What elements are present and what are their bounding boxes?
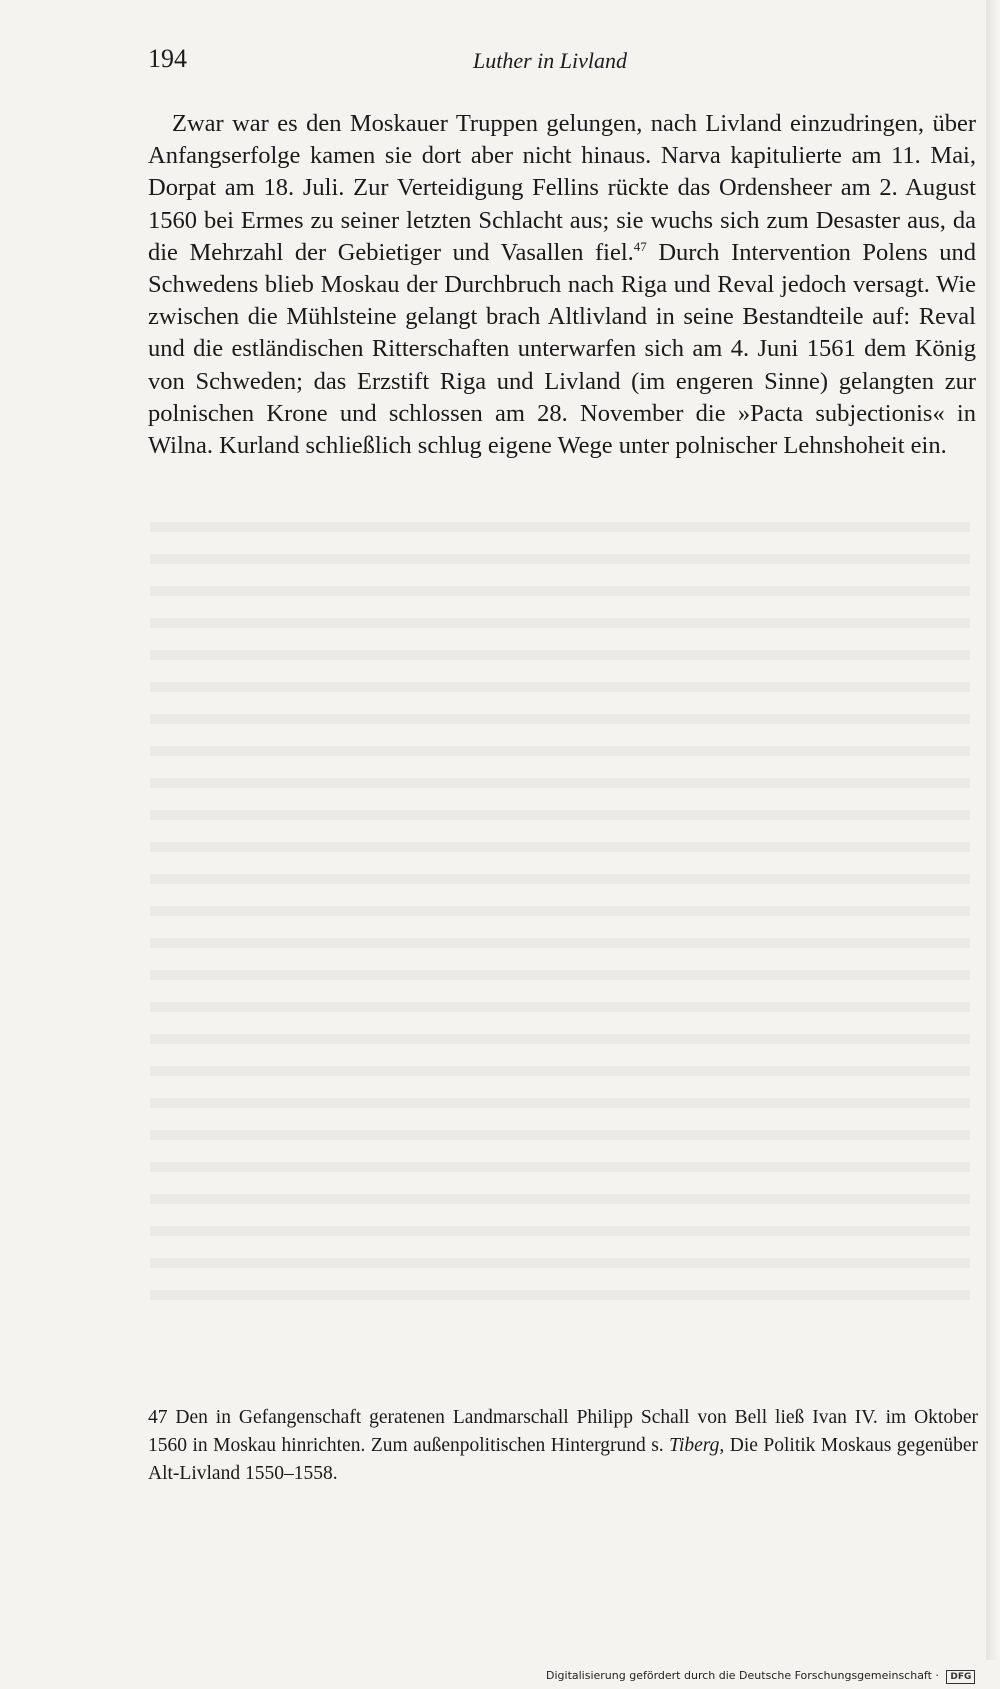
dfg-logo: DFG [946,1670,975,1684]
footnote-text-part-2: Die Politik Moskaus gegenüber Alt-Livland 1550–1558. [148,1435,978,1484]
footnote-number: 47 [148,1407,168,1428]
running-title: Luther in Livland [473,48,628,73]
digitization-credit: Digitalisierung gefördert durch die Deutsche Forschungsgemeinschaft · [546,1669,939,1682]
page-header [148,44,968,78]
footnote-cited-author: Tiberg, [669,1435,725,1456]
footnote-reference[interactable]: 47 [633,238,647,254]
footnote-text-part-1: Den in Gefangenschaft geratenen Landmarschall Philipp Schall von Bell ließ Ivan IV. im Oktober 1560 in Moskau hinrichten. Zum außenpolitischen Hintergrund s. [148,1407,978,1456]
body-text-part-2: Durch Intervention Polens und Schwedens blieb Moskau der Durchbruch nach Riga und Reval jedoch versagt. Wie zwischen die Mühlsteine gelangt brach Altlivland in seine Bestandteile auf: Reval und die estländischen Ritterschaften unterwarfen sich am 4. Juni 1561 dem König von Schweden; das Erzstift Riga und Livland (im engeren Sinne) gelangten zur polnischen Krone und schlossen am 28. November die »Pacta subjectionis« in Wilna. Kurland schließlich schlug eigene Wege unter polnischer Lehnshoheit ein. [148,238,977,460]
page-edge-shadow [986,0,1000,1660]
page-number: 194 [148,44,187,73]
body-text-part-1: Zwar war es den Moskauer Truppen gelungen, nach Livland einzudringen, über Anfangserfolge kamen sie dort aber nicht hinaus. Narva kapitulierte am 11. Mai, Dorpat am 18. Juli. Zur Verteidigung Fellins rückte das Ordensheer am 2. August 1560 bei Ermes zu seiner letzten Schlacht aus; sie wuchs sich zum Desaster aus, da die Mehrzahl der Gebietiger und Vasallen fiel. [148,110,976,266]
digitization-footer [546,1669,975,1684]
body-paragraph [148,108,976,462]
bleed-through-texture [150,500,970,1300]
footnote [148,1404,978,1488]
